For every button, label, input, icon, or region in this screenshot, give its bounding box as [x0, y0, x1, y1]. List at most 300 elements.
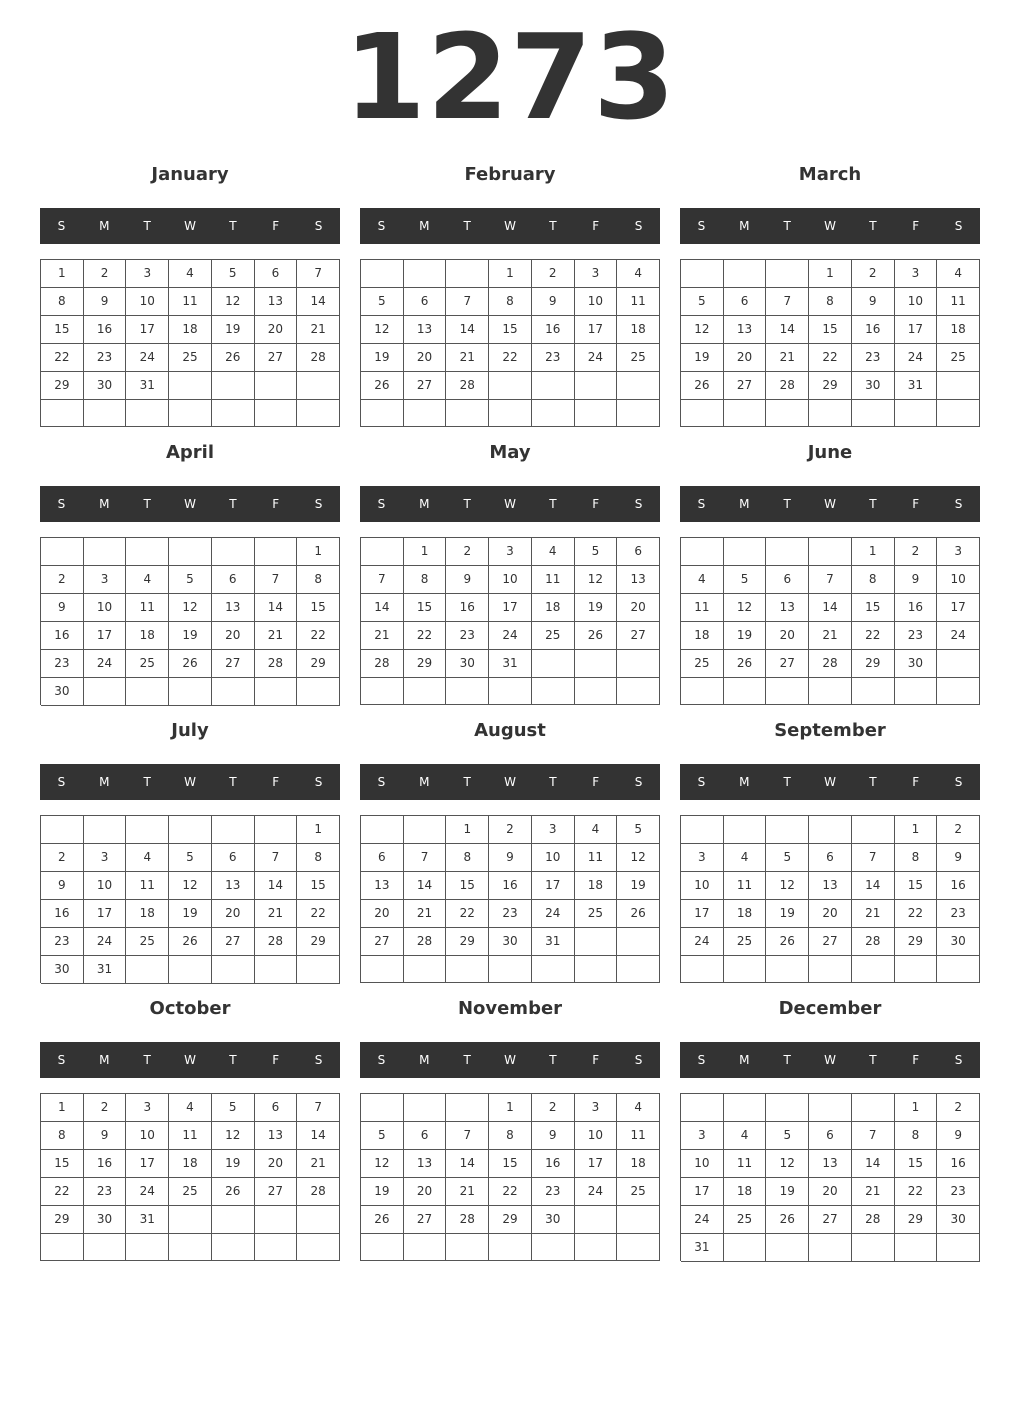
empty-day-cell — [681, 400, 724, 427]
weekday-header — [680, 486, 980, 522]
day-cell: 31 — [126, 372, 169, 400]
day-cell: 27 — [255, 344, 298, 372]
day-cell: 5 — [766, 1122, 809, 1150]
weekday-label: F — [912, 219, 920, 233]
weekday-label: W — [184, 219, 196, 233]
empty-day-cell — [212, 1206, 255, 1234]
day-cell: 25 — [126, 928, 169, 956]
day-cell: 23 — [895, 622, 938, 650]
day-cell: 19 — [212, 316, 255, 344]
day-cell: 12 — [617, 844, 660, 872]
day-cell: 1 — [895, 1094, 938, 1122]
weekday-label: W — [824, 1053, 836, 1067]
empty-day-cell — [766, 678, 809, 705]
day-cell: 8 — [297, 566, 340, 594]
empty-day-cell — [212, 372, 255, 400]
day-cell: 28 — [446, 1206, 489, 1234]
weekday-header — [40, 1042, 340, 1078]
day-cell: 27 — [255, 1178, 298, 1206]
weekday-label: S — [954, 219, 963, 233]
weekday-label: W — [504, 775, 516, 789]
day-cell: 1 — [489, 260, 532, 288]
day-cell: 18 — [575, 872, 618, 900]
day-cell: 2 — [852, 260, 895, 288]
empty-day-cell — [575, 956, 618, 983]
day-cell: 4 — [532, 538, 575, 566]
weekday-label: F — [912, 497, 920, 511]
weekday-label: F — [592, 497, 600, 511]
empty-day-cell — [532, 650, 575, 678]
day-cell: 25 — [575, 900, 618, 928]
day-cell: 22 — [489, 1178, 532, 1206]
day-cell: 23 — [532, 344, 575, 372]
day-cell: 20 — [212, 900, 255, 928]
day-cell: 12 — [169, 594, 212, 622]
day-cell: 19 — [361, 344, 404, 372]
weekday-label: T — [783, 219, 791, 233]
empty-day-cell — [937, 678, 980, 705]
day-cell: 11 — [126, 594, 169, 622]
day-cell: 3 — [532, 816, 575, 844]
empty-day-cell — [809, 538, 852, 566]
weekday-label: T — [549, 775, 557, 789]
empty-day-cell — [895, 678, 938, 705]
month-name: March — [798, 164, 862, 185]
day-cell: 14 — [766, 316, 809, 344]
day-cell: 28 — [255, 928, 298, 956]
day-cell: 17 — [681, 1178, 724, 1206]
day-cell: 13 — [766, 594, 809, 622]
day-cell: 20 — [255, 316, 298, 344]
year-title: 1273 — [343, 8, 677, 146]
empty-day-cell — [169, 678, 212, 706]
day-cell: 8 — [446, 844, 489, 872]
empty-day-cell — [809, 678, 852, 705]
empty-day-cell — [446, 260, 489, 288]
empty-day-cell — [169, 956, 212, 984]
day-cell: 26 — [361, 372, 404, 400]
day-cell: 12 — [766, 872, 809, 900]
day-cell: 7 — [404, 844, 447, 872]
empty-day-cell — [617, 1234, 660, 1261]
day-cell: 31 — [895, 372, 938, 400]
day-cell: 27 — [361, 928, 404, 956]
day-cell: 15 — [895, 872, 938, 900]
empty-day-cell — [361, 538, 404, 566]
empty-day-cell — [617, 650, 660, 678]
empty-day-cell — [41, 400, 84, 427]
day-cell: 4 — [617, 260, 660, 288]
empty-day-cell — [361, 1094, 404, 1122]
day-cell: 10 — [575, 288, 618, 316]
day-cell: 26 — [169, 650, 212, 678]
day-cell: 17 — [937, 594, 980, 622]
weekday-label: T — [463, 775, 471, 789]
weekday-label: T — [869, 775, 877, 789]
empty-day-cell — [489, 372, 532, 400]
empty-day-cell — [404, 1094, 447, 1122]
day-cell: 12 — [724, 594, 767, 622]
day-cell: 21 — [446, 1178, 489, 1206]
weekday-label: T — [783, 497, 791, 511]
empty-day-cell — [84, 538, 127, 566]
day-grid — [680, 537, 980, 705]
empty-day-cell — [169, 816, 212, 844]
day-cell: 20 — [361, 900, 404, 928]
day-cell: 11 — [617, 288, 660, 316]
day-cell: 23 — [446, 622, 489, 650]
day-cell: 6 — [212, 844, 255, 872]
empty-day-cell — [84, 400, 127, 427]
empty-day-cell — [297, 1206, 340, 1234]
day-cell: 14 — [446, 1150, 489, 1178]
day-cell: 25 — [532, 622, 575, 650]
empty-day-cell — [766, 816, 809, 844]
day-cell: 14 — [297, 1122, 340, 1150]
weekday-header — [40, 486, 340, 522]
day-cell: 13 — [212, 594, 255, 622]
day-cell: 7 — [766, 288, 809, 316]
day-cell: 25 — [724, 928, 767, 956]
day-cell: 9 — [532, 288, 575, 316]
day-cell: 18 — [937, 316, 980, 344]
day-cell: 22 — [489, 344, 532, 372]
day-cell: 25 — [169, 1178, 212, 1206]
day-cell: 24 — [84, 928, 127, 956]
day-cell: 19 — [575, 594, 618, 622]
empty-day-cell — [404, 678, 447, 705]
weekday-label: S — [697, 497, 706, 511]
day-cell: 8 — [809, 288, 852, 316]
day-cell: 14 — [446, 316, 489, 344]
day-cell: 6 — [404, 1122, 447, 1150]
weekday-label: F — [592, 219, 600, 233]
empty-day-cell — [255, 956, 298, 984]
day-cell: 1 — [41, 260, 84, 288]
day-cell: 15 — [852, 594, 895, 622]
day-cell: 10 — [532, 844, 575, 872]
day-cell: 27 — [212, 928, 255, 956]
day-cell: 24 — [489, 622, 532, 650]
weekday-label: S — [377, 1053, 386, 1067]
month-name: February — [464, 164, 556, 185]
weekday-label: T — [869, 1053, 877, 1067]
weekday-label: S — [634, 497, 643, 511]
day-cell: 14 — [255, 872, 298, 900]
empty-day-cell — [852, 678, 895, 705]
empty-day-cell — [212, 956, 255, 984]
day-cell: 9 — [41, 594, 84, 622]
day-cell: 23 — [937, 1178, 980, 1206]
month-name: May — [489, 442, 531, 463]
empty-day-cell — [361, 400, 404, 427]
day-cell: 3 — [575, 1094, 618, 1122]
weekday-label: S — [57, 497, 66, 511]
weekday-label: M — [419, 219, 430, 233]
month-name: October — [149, 998, 231, 1019]
day-cell: 2 — [532, 260, 575, 288]
day-cell: 9 — [84, 288, 127, 316]
weekday-label: T — [549, 219, 557, 233]
day-cell: 9 — [937, 844, 980, 872]
day-cell: 26 — [766, 1206, 809, 1234]
weekday-label: T — [463, 1053, 471, 1067]
day-grid — [360, 259, 660, 427]
day-cell: 11 — [681, 594, 724, 622]
empty-day-cell — [532, 678, 575, 705]
weekday-label: S — [634, 775, 643, 789]
day-cell: 3 — [575, 260, 618, 288]
day-cell: 6 — [766, 566, 809, 594]
day-cell: 13 — [809, 872, 852, 900]
empty-day-cell — [361, 1234, 404, 1261]
weekday-header — [40, 764, 340, 800]
day-cell: 24 — [681, 928, 724, 956]
weekday-label: M — [99, 1053, 110, 1067]
day-cell: 9 — [895, 566, 938, 594]
day-cell: 15 — [809, 316, 852, 344]
empty-day-cell — [404, 956, 447, 983]
day-cell: 16 — [489, 872, 532, 900]
day-cell: 29 — [895, 1206, 938, 1234]
day-cell: 11 — [617, 1122, 660, 1150]
weekday-label: M — [99, 219, 110, 233]
day-cell: 29 — [852, 650, 895, 678]
day-cell: 26 — [212, 1178, 255, 1206]
day-cell: 3 — [681, 844, 724, 872]
day-cell: 17 — [489, 594, 532, 622]
empty-day-cell — [895, 400, 938, 427]
weekday-label: S — [954, 1053, 963, 1067]
weekday-label: T — [143, 775, 151, 789]
day-cell: 2 — [532, 1094, 575, 1122]
day-cell: 20 — [617, 594, 660, 622]
day-cell: 18 — [126, 622, 169, 650]
day-cell: 15 — [489, 316, 532, 344]
day-cell: 19 — [169, 900, 212, 928]
empty-day-cell — [724, 816, 767, 844]
weekday-label: S — [377, 775, 386, 789]
day-cell: 27 — [766, 650, 809, 678]
day-cell: 15 — [446, 872, 489, 900]
empty-day-cell — [532, 372, 575, 400]
day-cell: 29 — [404, 650, 447, 678]
empty-day-cell — [617, 400, 660, 427]
day-cell: 9 — [532, 1122, 575, 1150]
day-cell: 22 — [446, 900, 489, 928]
day-cell: 23 — [84, 1178, 127, 1206]
empty-day-cell — [212, 538, 255, 566]
day-cell: 2 — [84, 1094, 127, 1122]
day-cell: 25 — [617, 1178, 660, 1206]
weekday-label: S — [954, 497, 963, 511]
empty-day-cell — [617, 678, 660, 705]
weekday-label: S — [954, 775, 963, 789]
day-grid — [680, 815, 980, 983]
day-cell: 29 — [809, 372, 852, 400]
day-cell: 19 — [169, 622, 212, 650]
day-grid — [40, 537, 340, 705]
day-cell: 21 — [255, 622, 298, 650]
day-cell: 1 — [297, 538, 340, 566]
day-cell: 16 — [41, 900, 84, 928]
empty-day-cell — [84, 1234, 127, 1261]
day-cell: 31 — [681, 1234, 724, 1262]
day-cell: 6 — [255, 260, 298, 288]
empty-day-cell — [681, 816, 724, 844]
weekday-label: F — [912, 775, 920, 789]
day-cell: 12 — [169, 872, 212, 900]
day-cell: 13 — [724, 316, 767, 344]
weekday-label: T — [463, 497, 471, 511]
day-cell: 5 — [169, 566, 212, 594]
weekday-label: M — [419, 497, 430, 511]
day-cell: 27 — [404, 372, 447, 400]
weekday-header — [40, 208, 340, 244]
weekday-label: S — [57, 775, 66, 789]
day-cell: 2 — [895, 538, 938, 566]
weekday-label: M — [419, 1053, 430, 1067]
empty-day-cell — [532, 400, 575, 427]
day-cell: 19 — [617, 872, 660, 900]
weekday-label: T — [143, 497, 151, 511]
empty-day-cell — [169, 538, 212, 566]
day-cell: 3 — [84, 566, 127, 594]
empty-day-cell — [681, 538, 724, 566]
day-cell: 28 — [404, 928, 447, 956]
day-cell: 10 — [575, 1122, 618, 1150]
day-cell: 28 — [297, 344, 340, 372]
day-cell: 7 — [852, 844, 895, 872]
day-cell: 21 — [446, 344, 489, 372]
day-cell: 17 — [575, 316, 618, 344]
empty-day-cell — [766, 956, 809, 983]
weekday-label: M — [739, 1053, 750, 1067]
day-cell: 11 — [575, 844, 618, 872]
weekday-label: T — [229, 219, 237, 233]
empty-day-cell — [297, 400, 340, 427]
empty-day-cell — [724, 678, 767, 705]
day-cell: 4 — [724, 844, 767, 872]
day-cell: 26 — [169, 928, 212, 956]
weekday-label: W — [504, 219, 516, 233]
empty-day-cell — [126, 678, 169, 706]
empty-day-cell — [361, 956, 404, 983]
empty-day-cell — [84, 678, 127, 706]
day-cell: 19 — [724, 622, 767, 650]
day-cell: 8 — [41, 1122, 84, 1150]
day-cell: 16 — [937, 1150, 980, 1178]
day-cell: 27 — [809, 928, 852, 956]
day-cell: 2 — [489, 816, 532, 844]
day-cell: 5 — [212, 260, 255, 288]
empty-day-cell — [617, 372, 660, 400]
weekday-label: S — [314, 497, 323, 511]
day-cell: 21 — [852, 1178, 895, 1206]
weekday-label: S — [314, 219, 323, 233]
day-cell: 21 — [255, 900, 298, 928]
empty-day-cell — [937, 650, 980, 678]
weekday-label: M — [99, 775, 110, 789]
day-cell: 16 — [84, 1150, 127, 1178]
weekday-label: S — [634, 219, 643, 233]
empty-day-cell — [126, 1234, 169, 1261]
empty-day-cell — [489, 956, 532, 983]
day-cell: 19 — [681, 344, 724, 372]
day-cell: 21 — [361, 622, 404, 650]
day-cell: 29 — [41, 1206, 84, 1234]
day-cell: 5 — [766, 844, 809, 872]
empty-day-cell — [446, 1094, 489, 1122]
day-cell: 10 — [937, 566, 980, 594]
day-cell: 6 — [617, 538, 660, 566]
weekday-label: T — [783, 1053, 791, 1067]
empty-day-cell — [681, 678, 724, 705]
month-name: December — [778, 998, 882, 1019]
day-cell: 1 — [41, 1094, 84, 1122]
day-cell: 30 — [489, 928, 532, 956]
day-cell: 25 — [169, 344, 212, 372]
day-cell: 16 — [895, 594, 938, 622]
day-cell: 4 — [126, 566, 169, 594]
day-cell: 21 — [852, 900, 895, 928]
day-cell: 11 — [724, 1150, 767, 1178]
weekday-label: T — [549, 1053, 557, 1067]
day-cell: 19 — [361, 1178, 404, 1206]
empty-day-cell — [575, 928, 618, 956]
day-cell: 17 — [681, 900, 724, 928]
empty-day-cell — [297, 678, 340, 706]
day-cell: 30 — [937, 928, 980, 956]
day-cell: 20 — [212, 622, 255, 650]
day-cell: 10 — [126, 288, 169, 316]
day-cell: 19 — [766, 900, 809, 928]
day-cell: 2 — [41, 844, 84, 872]
empty-day-cell — [169, 372, 212, 400]
day-cell: 18 — [617, 1150, 660, 1178]
day-grid — [40, 815, 340, 983]
empty-day-cell — [532, 1234, 575, 1261]
day-grid — [360, 815, 660, 983]
empty-day-cell — [41, 816, 84, 844]
empty-day-cell — [255, 538, 298, 566]
weekday-label: M — [99, 497, 110, 511]
day-cell: 1 — [446, 816, 489, 844]
empty-day-cell — [532, 956, 575, 983]
day-cell: 15 — [895, 1150, 938, 1178]
day-cell: 14 — [852, 1150, 895, 1178]
day-cell: 25 — [126, 650, 169, 678]
weekday-label: T — [463, 219, 471, 233]
day-cell: 8 — [489, 1122, 532, 1150]
empty-day-cell — [937, 400, 980, 427]
day-cell: 24 — [532, 900, 575, 928]
day-grid — [360, 1093, 660, 1261]
day-cell: 12 — [212, 1122, 255, 1150]
weekday-label: S — [377, 219, 386, 233]
day-cell: 11 — [532, 566, 575, 594]
day-cell: 25 — [937, 344, 980, 372]
day-cell: 11 — [169, 288, 212, 316]
day-cell: 10 — [681, 872, 724, 900]
day-cell: 3 — [126, 1094, 169, 1122]
day-cell: 18 — [532, 594, 575, 622]
empty-day-cell — [361, 816, 404, 844]
empty-day-cell — [937, 1234, 980, 1262]
day-cell: 17 — [126, 1150, 169, 1178]
day-cell: 2 — [446, 538, 489, 566]
day-cell: 17 — [575, 1150, 618, 1178]
